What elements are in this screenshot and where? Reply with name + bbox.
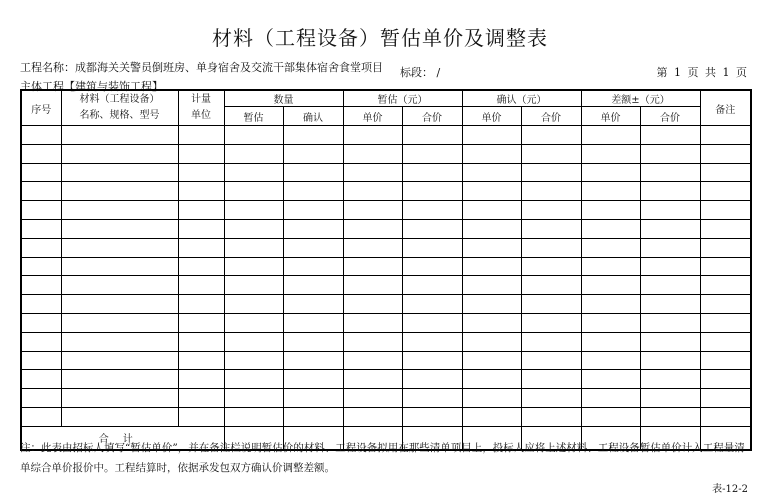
table-cell[interactable] — [224, 163, 283, 182]
table-cell[interactable] — [61, 182, 178, 201]
table-cell[interactable] — [178, 351, 224, 370]
table-cell[interactable] — [21, 351, 61, 370]
table-cell[interactable] — [462, 407, 521, 426]
table-cell[interactable] — [581, 276, 640, 295]
table-cell[interactable] — [402, 295, 462, 314]
table-cell[interactable] — [178, 257, 224, 276]
form-number: 表-12-2 — [712, 484, 748, 495]
table-cell[interactable] — [21, 144, 61, 163]
table-row — [21, 407, 751, 426]
header-diff: 差额±（元） — [581, 90, 700, 107]
table-cell[interactable] — [61, 126, 178, 145]
subheader-qty-confirm: 确认 — [283, 107, 343, 126]
table-cell[interactable] — [21, 126, 61, 145]
table-cell[interactable] — [462, 313, 521, 332]
table-cell[interactable] — [61, 201, 178, 220]
table-cell[interactable] — [640, 295, 700, 314]
table-cell[interactable] — [343, 276, 402, 295]
table-cell[interactable] — [343, 351, 402, 370]
table-cell[interactable] — [700, 257, 751, 276]
subheader-qty-est: 暂估 — [224, 107, 283, 126]
table-cell[interactable] — [178, 163, 224, 182]
header-material — [61, 90, 178, 126]
table-cell[interactable] — [581, 219, 640, 238]
table-cell[interactable] — [521, 201, 581, 220]
table-cell[interactable] — [21, 295, 61, 314]
header-confirm: 确认（元） — [462, 90, 581, 107]
table-cell[interactable] — [283, 370, 343, 389]
table-row — [21, 351, 751, 370]
table-cell[interactable] — [581, 389, 640, 408]
table-cell[interactable] — [283, 351, 343, 370]
table-cell[interactable] — [521, 219, 581, 238]
table-cell[interactable] — [343, 144, 402, 163]
table-cell[interactable] — [640, 144, 700, 163]
table-cell[interactable] — [224, 201, 283, 220]
subheader-confirm-total-price: 合价 — [521, 107, 581, 126]
table-cell[interactable] — [61, 351, 178, 370]
table-cell[interactable] — [581, 313, 640, 332]
table-cell[interactable] — [224, 182, 283, 201]
table-cell[interactable] — [61, 407, 178, 426]
header-unit — [178, 90, 224, 126]
total-label: 合计 — [21, 426, 224, 450]
table-cell[interactable] — [521, 351, 581, 370]
table-cell[interactable] — [224, 389, 283, 408]
table-cell[interactable] — [700, 276, 751, 295]
table-cell[interactable] — [581, 257, 640, 276]
table-cell[interactable] — [61, 313, 178, 332]
table-cell[interactable] — [61, 276, 178, 295]
table-cell[interactable] — [61, 389, 178, 408]
table-cell[interactable] — [462, 389, 521, 408]
table-cell[interactable] — [462, 276, 521, 295]
table-cell[interactable] — [224, 126, 283, 145]
table-cell[interactable] — [521, 370, 581, 389]
footnote: 注：此表由招标人填写“暂估单价”，并在备注栏说明暂估价的材料、工程设备拟用在那些清单项目上，投标人应将上述材料、工程设备暂估单价计入工程量清单综合单价报价中。工程结算时，依据承发包双方确认价调整差额。 — [20, 442, 745, 474]
table-cell[interactable] — [402, 126, 462, 145]
table-cell[interactable] — [178, 389, 224, 408]
table-cell[interactable] — [61, 332, 178, 351]
project-name-value: 成都海关关警员倒班房、单身宿舍及交流干部集体宿舍食堂项目主体工程【建筑与装饰工程】 — [20, 61, 383, 93]
table-cell[interactable] — [462, 126, 521, 145]
table-cell[interactable] — [462, 295, 521, 314]
table-cell[interactable] — [462, 257, 521, 276]
table-cell[interactable] — [700, 163, 751, 182]
table-cell[interactable] — [402, 332, 462, 351]
table-cell[interactable] — [700, 201, 751, 220]
table-cell[interactable] — [343, 126, 402, 145]
table-cell[interactable] — [61, 144, 178, 163]
table-cell[interactable] — [178, 144, 224, 163]
table-cell[interactable] — [462, 144, 521, 163]
table-cell[interactable] — [343, 182, 402, 201]
subheader-est-total-price: 合价 — [402, 107, 462, 126]
table-row — [21, 313, 751, 332]
table-cell[interactable] — [178, 219, 224, 238]
price-table — [20, 89, 752, 451]
table-row — [21, 295, 751, 314]
table-cell[interactable] — [521, 389, 581, 408]
table-cell[interactable] — [283, 201, 343, 220]
table-cell[interactable] — [640, 238, 700, 257]
table-cell[interactable] — [283, 276, 343, 295]
table-cell[interactable] — [402, 201, 462, 220]
table-cell[interactable] — [402, 182, 462, 201]
table-cell[interactable] — [21, 219, 61, 238]
table-cell[interactable] — [21, 389, 61, 408]
table-row — [21, 126, 751, 145]
table-cell[interactable] — [224, 313, 283, 332]
table-cell[interactable] — [61, 238, 178, 257]
table-cell[interactable] — [283, 182, 343, 201]
table-row — [21, 332, 751, 351]
table-cell[interactable] — [521, 257, 581, 276]
table-cell[interactable] — [224, 370, 283, 389]
table-cell[interactable] — [61, 219, 178, 238]
table-cell[interactable] — [178, 295, 224, 314]
table-row — [21, 219, 751, 238]
table-cell[interactable] — [581, 332, 640, 351]
header-estimate: 暂估（元） — [343, 90, 462, 107]
header-remark: 备注 — [700, 90, 751, 126]
table-row — [21, 182, 751, 201]
page-info: 第 1 页 共 1 页 — [656, 66, 747, 79]
table-cell[interactable] — [178, 276, 224, 295]
table-cell[interactable] — [700, 370, 751, 389]
table-cell[interactable] — [402, 163, 462, 182]
table-cell[interactable] — [521, 407, 581, 426]
table-cell[interactable] — [700, 389, 751, 408]
table-cell[interactable] — [224, 332, 283, 351]
table-cell[interactable] — [224, 144, 283, 163]
table-cell[interactable] — [178, 182, 224, 201]
table-cell[interactable] — [402, 351, 462, 370]
table-cell[interactable] — [283, 219, 343, 238]
table-cell[interactable] — [224, 219, 283, 238]
table-cell[interactable] — [700, 182, 751, 201]
table-cell[interactable] — [402, 219, 462, 238]
header-quantity: 数量 — [224, 90, 343, 107]
header-unit-line2: 单位 — [191, 110, 211, 121]
table-cell[interactable] — [343, 219, 402, 238]
table-cell[interactable] — [640, 370, 700, 389]
table-cell[interactable] — [343, 370, 402, 389]
section-value: / — [436, 66, 441, 79]
subheader-est-unit-price: 单价 — [343, 107, 402, 126]
table-body — [21, 126, 751, 427]
table-cell[interactable] — [402, 144, 462, 163]
table-row — [21, 370, 751, 389]
header-unit-line1: 计量 — [191, 94, 211, 105]
table-cell[interactable] — [521, 313, 581, 332]
table-cell[interactable] — [61, 370, 178, 389]
table-cell[interactable] — [283, 163, 343, 182]
table-cell[interactable] — [462, 238, 521, 257]
table-cell[interactable] — [640, 182, 700, 201]
table-row — [21, 163, 751, 182]
table-cell[interactable] — [61, 163, 178, 182]
table-cell[interactable] — [343, 389, 402, 408]
table-cell[interactable] — [21, 238, 61, 257]
table-row — [21, 144, 751, 163]
table-cell[interactable] — [462, 182, 521, 201]
table-cell[interactable] — [224, 276, 283, 295]
table-cell[interactable] — [700, 144, 751, 163]
table-cell[interactable] — [224, 295, 283, 314]
header-seq: 序号 — [21, 90, 61, 126]
table-cell[interactable] — [640, 389, 700, 408]
table-cell[interactable] — [700, 313, 751, 332]
table-cell[interactable] — [700, 126, 751, 145]
table-cell[interactable] — [521, 238, 581, 257]
table-row — [21, 257, 751, 276]
table-cell[interactable] — [521, 144, 581, 163]
subheader-diff-unit-price: 单价 — [581, 107, 640, 126]
table-cell[interactable] — [343, 332, 402, 351]
table-cell[interactable] — [402, 276, 462, 295]
table-cell[interactable] — [521, 332, 581, 351]
subheader-confirm-unit-price: 单价 — [462, 107, 521, 126]
table-cell[interactable] — [178, 238, 224, 257]
table-cell[interactable] — [700, 332, 751, 351]
table-cell[interactable] — [283, 389, 343, 408]
table-cell[interactable] — [700, 407, 751, 426]
table-cell[interactable] — [343, 238, 402, 257]
table-cell[interactable] — [402, 313, 462, 332]
table-cell[interactable] — [700, 351, 751, 370]
table-cell[interactable] — [21, 201, 61, 220]
table-cell[interactable] — [640, 219, 700, 238]
header-material-line1: 材料（工程设备） — [79, 94, 160, 105]
table-cell[interactable] — [581, 126, 640, 145]
table-cell[interactable] — [21, 313, 61, 332]
table-cell[interactable] — [343, 163, 402, 182]
section-info — [400, 64, 440, 80]
section-label: 标段： — [400, 66, 433, 79]
table-cell[interactable] — [640, 313, 700, 332]
table-cell[interactable] — [21, 370, 61, 389]
table-cell[interactable] — [640, 351, 700, 370]
table-row — [21, 238, 751, 257]
table-cell[interactable] — [462, 332, 521, 351]
table-cell[interactable] — [700, 219, 751, 238]
table-cell[interactable] — [283, 238, 343, 257]
table-cell[interactable] — [640, 257, 700, 276]
table-cell[interactable] — [581, 351, 640, 370]
table-cell[interactable] — [581, 370, 640, 389]
table-cell[interactable] — [61, 257, 178, 276]
table-cell[interactable] — [581, 163, 640, 182]
table-cell[interactable] — [178, 332, 224, 351]
table-row — [21, 389, 751, 408]
table-cell[interactable] — [402, 407, 462, 426]
table-cell[interactable] — [640, 407, 700, 426]
table-cell[interactable] — [283, 126, 343, 145]
table-cell[interactable] — [283, 313, 343, 332]
table-cell[interactable] — [581, 407, 640, 426]
table-cell[interactable] — [283, 407, 343, 426]
table-row — [21, 201, 751, 220]
table-cell[interactable] — [21, 163, 61, 182]
table-cell[interactable] — [21, 407, 61, 426]
table-cell[interactable] — [224, 407, 283, 426]
table-cell[interactable] — [462, 163, 521, 182]
table-cell[interactable] — [581, 144, 640, 163]
table-cell[interactable] — [581, 238, 640, 257]
table-cell[interactable] — [581, 201, 640, 220]
table-cell[interactable] — [178, 370, 224, 389]
table-cell[interactable] — [462, 219, 521, 238]
table-cell[interactable] — [224, 257, 283, 276]
table-cell[interactable] — [462, 370, 521, 389]
table-cell[interactable] — [640, 332, 700, 351]
table-cell[interactable] — [581, 182, 640, 201]
table-cell[interactable] — [343, 201, 402, 220]
table-cell[interactable] — [640, 163, 700, 182]
table-cell[interactable] — [224, 351, 283, 370]
table-cell[interactable] — [462, 201, 521, 220]
table-row — [21, 276, 751, 295]
table-cell[interactable] — [700, 238, 751, 257]
table-cell[interactable] — [521, 182, 581, 201]
table-cell[interactable] — [178, 407, 224, 426]
table-cell[interactable] — [521, 276, 581, 295]
table-cell[interactable] — [21, 257, 61, 276]
table-cell[interactable] — [402, 389, 462, 408]
table-cell[interactable] — [402, 370, 462, 389]
table-cell[interactable] — [343, 313, 402, 332]
table-cell[interactable] — [343, 257, 402, 276]
table-cell[interactable] — [61, 295, 178, 314]
project-name-label: 工程名称： — [20, 61, 75, 74]
table-cell[interactable] — [700, 295, 751, 314]
subheader-diff-total-price: 合价 — [640, 107, 700, 126]
table-cell[interactable] — [521, 163, 581, 182]
table-cell[interactable] — [283, 332, 343, 351]
table-cell[interactable] — [581, 295, 640, 314]
table-cell[interactable] — [640, 276, 700, 295]
table-cell[interactable] — [402, 238, 462, 257]
table-cell[interactable] — [224, 238, 283, 257]
table-cell[interactable] — [640, 201, 700, 220]
table-cell[interactable] — [178, 201, 224, 220]
table-cell[interactable] — [640, 126, 700, 145]
table-cell[interactable] — [521, 126, 581, 145]
table-cell[interactable] — [178, 126, 224, 145]
header-material-line2: 名称、规格、型号 — [79, 110, 160, 121]
table-cell[interactable] — [21, 182, 61, 201]
table-cell[interactable] — [21, 276, 61, 295]
table-cell[interactable] — [521, 295, 581, 314]
table-cell[interactable] — [283, 144, 343, 163]
page-title: 材料（工程设备）暂估单价及调整表 — [212, 26, 548, 50]
table-cell[interactable] — [462, 351, 521, 370]
table-cell[interactable] — [178, 313, 224, 332]
table-cell[interactable] — [21, 332, 61, 351]
table-cell[interactable] — [283, 295, 343, 314]
table-cell[interactable] — [343, 407, 402, 426]
table-cell[interactable] — [283, 257, 343, 276]
table-cell[interactable] — [402, 257, 462, 276]
table-cell[interactable] — [343, 295, 402, 314]
